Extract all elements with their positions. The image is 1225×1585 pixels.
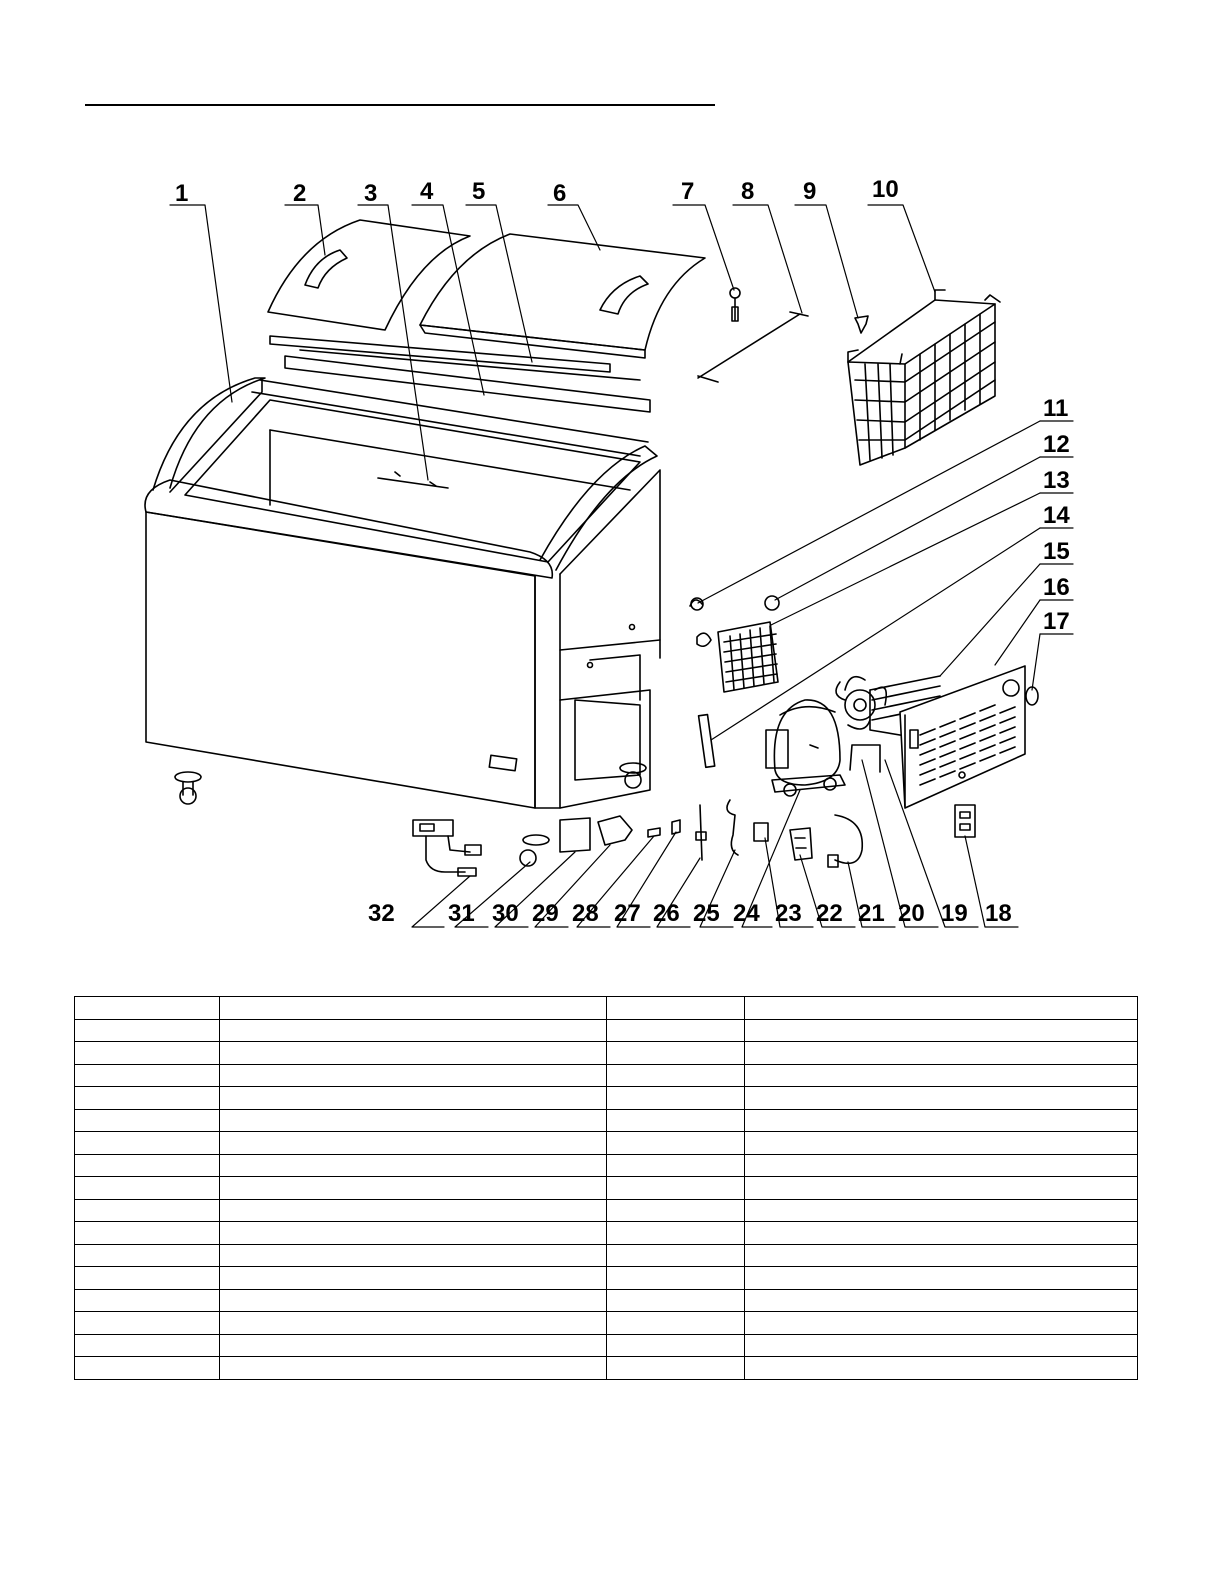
table-cell (220, 1334, 607, 1357)
table-cell (220, 1132, 607, 1155)
table-cell (220, 1042, 607, 1065)
table-cell (745, 1267, 1138, 1290)
table-cell (220, 1199, 607, 1222)
table-cell (607, 1244, 745, 1267)
table-cell (220, 1244, 607, 1267)
callout-16: 16 (1043, 574, 1070, 601)
callout-13: 13 (1043, 467, 1070, 494)
table-cell (607, 1199, 745, 1222)
table-cell (220, 1267, 607, 1290)
callout-30: 30 (492, 900, 519, 927)
table-cell (75, 1019, 220, 1042)
table-cell (75, 1244, 220, 1267)
callout-11: 11 (1043, 395, 1069, 422)
table-cell (607, 1357, 745, 1380)
table-cell (75, 1064, 220, 1087)
table-cell (745, 1154, 1138, 1177)
callout-31: 31 (448, 900, 475, 927)
table-cell (75, 1222, 220, 1245)
table-cell (745, 1244, 1138, 1267)
table-cell (745, 997, 1138, 1020)
table-cell (745, 1177, 1138, 1200)
table-cell (75, 1177, 220, 1200)
table-cell (75, 1312, 220, 1335)
table-cell (607, 1222, 745, 1245)
table-row (75, 1312, 1138, 1335)
table-row (75, 1109, 1138, 1132)
table-cell (75, 1109, 220, 1132)
callout-15: 15 (1043, 538, 1070, 565)
table-cell (745, 1199, 1138, 1222)
callout-9: 9 (803, 178, 817, 205)
table-row (75, 1222, 1138, 1245)
compressor (766, 700, 845, 796)
table-cell (745, 1019, 1138, 1042)
freezer-cabinet (145, 378, 660, 808)
table-row (75, 1087, 1138, 1110)
table-cell (745, 1042, 1138, 1065)
callout-7: 7 (681, 178, 695, 205)
table-cell (75, 1289, 220, 1312)
table-cell (75, 1357, 220, 1380)
table-row (75, 1132, 1138, 1155)
table-cell (220, 1177, 607, 1200)
callout-1: 1 (175, 180, 189, 207)
temperature-controller (413, 820, 481, 876)
table-cell (75, 1334, 220, 1357)
callout-26: 26 (653, 900, 680, 927)
table-cell (220, 1289, 607, 1312)
table-cell (220, 1087, 607, 1110)
table-cell (745, 1132, 1138, 1155)
transformer (560, 818, 590, 852)
table-cell (607, 1289, 745, 1312)
table-cell (607, 1109, 745, 1132)
table-cell (745, 1289, 1138, 1312)
callout-2: 2 (293, 180, 307, 207)
table-row (75, 1357, 1138, 1380)
callout-28: 28 (572, 900, 599, 927)
callout-14: 14 (1043, 502, 1070, 529)
table-cell (607, 1312, 745, 1335)
table-cell (607, 1019, 745, 1042)
table-cell (75, 1132, 220, 1155)
callout-25: 25 (693, 900, 720, 927)
callout-22: 22 (816, 900, 843, 927)
table-cell (220, 1019, 607, 1042)
callout-5: 5 (472, 178, 486, 205)
table-cell (75, 1267, 220, 1290)
callout-29: 29 (532, 900, 559, 927)
callout-4: 4 (420, 178, 434, 205)
table-cell (607, 1334, 745, 1357)
lid-right (420, 234, 705, 350)
table-cell (745, 1334, 1138, 1357)
callout-23: 23 (775, 900, 802, 927)
callout-17: 17 (1043, 608, 1070, 635)
hinge-rod (698, 314, 800, 378)
lid-rail (270, 336, 610, 372)
table-row (75, 997, 1138, 1020)
table-row (75, 1199, 1138, 1222)
callout-27: 27 (614, 900, 641, 927)
callout-19: 19 (941, 900, 968, 927)
back-panel (900, 666, 1025, 808)
table-cell (607, 1267, 745, 1290)
table-cell (745, 1087, 1138, 1110)
table-row (75, 1019, 1138, 1042)
table-cell (745, 1312, 1138, 1335)
table-cell (607, 1087, 745, 1110)
switch-plate (955, 805, 975, 837)
callout-20: 20 (898, 900, 925, 927)
table-row (75, 1064, 1138, 1087)
table-row (75, 1244, 1138, 1267)
table-cell (607, 997, 745, 1020)
table-cell (745, 1357, 1138, 1380)
table-cell (75, 1154, 220, 1177)
table-cell (75, 1087, 220, 1110)
table-cell (220, 1222, 607, 1245)
callout-6: 6 (553, 180, 567, 207)
wire-basket (848, 290, 1000, 465)
callout-8: 8 (741, 178, 755, 205)
table-cell (607, 1154, 745, 1177)
table-cell (607, 1177, 745, 1200)
table-cell (745, 1109, 1138, 1132)
parts-list-table (74, 996, 1138, 1380)
table-row (75, 1042, 1138, 1065)
table-cell (220, 1154, 607, 1177)
table-cell (220, 1109, 607, 1132)
table-cell (220, 1357, 607, 1380)
table-row (75, 1334, 1138, 1357)
callout-24: 24 (733, 900, 760, 927)
callout-32: 32 (368, 900, 395, 927)
power-cord (835, 815, 862, 863)
table-row (75, 1289, 1138, 1312)
table-cell (75, 997, 220, 1020)
table-cell (75, 1199, 220, 1222)
callout-12: 12 (1043, 431, 1070, 458)
callout-21: 21 (858, 900, 885, 927)
table-row (75, 1267, 1138, 1290)
table-row (75, 1177, 1138, 1200)
table-cell (607, 1064, 745, 1087)
callout-10: 10 (872, 176, 899, 203)
table-cell (745, 1222, 1138, 1245)
table-cell (220, 997, 607, 1020)
table-cell (607, 1042, 745, 1065)
callout-3: 3 (364, 180, 378, 207)
table-row (75, 1154, 1138, 1177)
table-cell (607, 1132, 745, 1155)
callout-18: 18 (985, 900, 1012, 927)
table-cell (220, 1312, 607, 1335)
table-cell (745, 1064, 1138, 1087)
table-cell (220, 1064, 607, 1087)
table-cell (75, 1042, 220, 1065)
